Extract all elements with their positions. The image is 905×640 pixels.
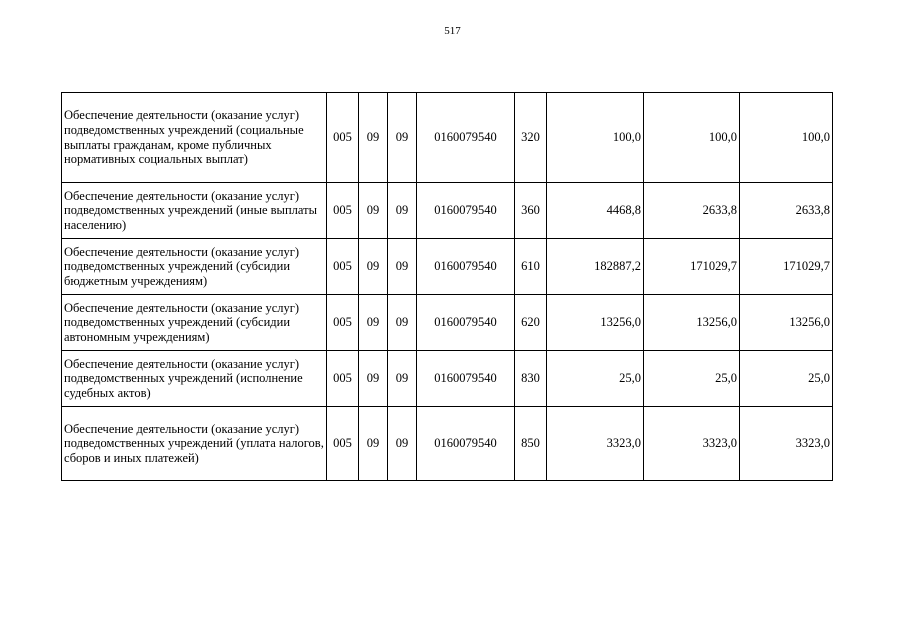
subsection-code-cell: 09 <box>388 407 417 481</box>
amount-year-2-cell: 171029,7 <box>644 239 740 295</box>
amount-year-2-cell: 3323,0 <box>644 407 740 481</box>
expense-type-cell: 320 <box>515 93 547 183</box>
expense-type-cell: 850 <box>515 407 547 481</box>
amount-year-2-cell: 2633,8 <box>644 183 740 239</box>
table-row <box>62 239 833 295</box>
section-code-cell: 09 <box>359 239 388 295</box>
target-article-cell: 0160079540 <box>417 295 515 351</box>
amount-year-2-cell: 100,0 <box>644 93 740 183</box>
expense-name-cell: Обеспечение деятельности (оказание услуг) подведомственных учреждений (субсидии бюджетным учреждениям) <box>62 239 327 295</box>
target-article-cell: 0160079540 <box>417 183 515 239</box>
table-row <box>62 295 833 351</box>
grbs-code-cell: 005 <box>327 93 359 183</box>
amount-year-1-cell: 3323,0 <box>547 407 644 481</box>
expense-name-cell: Обеспечение деятельности (оказание услуг) подведомственных учреждений (уплата налогов, сборов и иных платежей) <box>62 407 327 481</box>
amount-year-3-cell: 171029,7 <box>740 239 833 295</box>
expense-type-cell: 360 <box>515 183 547 239</box>
expense-type-cell: 610 <box>515 239 547 295</box>
target-article-cell: 0160079540 <box>417 93 515 183</box>
amount-year-2-cell: 13256,0 <box>644 295 740 351</box>
amount-year-3-cell: 3323,0 <box>740 407 833 481</box>
subsection-code-cell: 09 <box>388 239 417 295</box>
grbs-code-cell: 005 <box>327 407 359 481</box>
table-row <box>62 351 833 407</box>
expense-name-cell: Обеспечение деятельности (оказание услуг) подведомственных учреждений (субсидии автономным учреждениям) <box>62 295 327 351</box>
budget-table <box>61 92 833 481</box>
amount-year-1-cell: 182887,2 <box>547 239 644 295</box>
grbs-code-cell: 005 <box>327 295 359 351</box>
amount-year-3-cell: 25,0 <box>740 351 833 407</box>
amount-year-1-cell: 13256,0 <box>547 295 644 351</box>
target-article-cell: 0160079540 <box>417 351 515 407</box>
amount-year-1-cell: 4468,8 <box>547 183 644 239</box>
section-code-cell: 09 <box>359 93 388 183</box>
target-article-cell: 0160079540 <box>417 407 515 481</box>
grbs-code-cell: 005 <box>327 351 359 407</box>
section-code-cell: 09 <box>359 295 388 351</box>
amount-year-3-cell: 13256,0 <box>740 295 833 351</box>
amount-year-3-cell: 2633,8 <box>740 183 833 239</box>
subsection-code-cell: 09 <box>388 183 417 239</box>
expense-type-cell: 830 <box>515 351 547 407</box>
expense-name-cell: Обеспечение деятельности (оказание услуг) подведомственных учреждений (иные выплаты населению) <box>62 183 327 239</box>
amount-year-1-cell: 25,0 <box>547 351 644 407</box>
table-row <box>62 93 833 183</box>
table-row <box>62 407 833 481</box>
amount-year-3-cell: 100,0 <box>740 93 833 183</box>
table-row <box>62 183 833 239</box>
expense-name-cell: Обеспечение деятельности (оказание услуг) подведомственных учреждений (исполнение судебных актов) <box>62 351 327 407</box>
subsection-code-cell: 09 <box>388 295 417 351</box>
expense-type-cell: 620 <box>515 295 547 351</box>
subsection-code-cell: 09 <box>388 351 417 407</box>
expense-name-cell: Обеспечение деятельности (оказание услуг) подведомственных учреждений (социальные выплаты гражданам, кроме публичных нормативных социальных выплат) <box>62 93 327 183</box>
section-code-cell: 09 <box>359 407 388 481</box>
amount-year-1-cell: 100,0 <box>547 93 644 183</box>
grbs-code-cell: 005 <box>327 183 359 239</box>
section-code-cell: 09 <box>359 351 388 407</box>
page-number: 517 <box>444 25 461 37</box>
target-article-cell: 0160079540 <box>417 239 515 295</box>
amount-year-2-cell: 25,0 <box>644 351 740 407</box>
section-code-cell: 09 <box>359 183 388 239</box>
subsection-code-cell: 09 <box>388 93 417 183</box>
grbs-code-cell: 005 <box>327 239 359 295</box>
